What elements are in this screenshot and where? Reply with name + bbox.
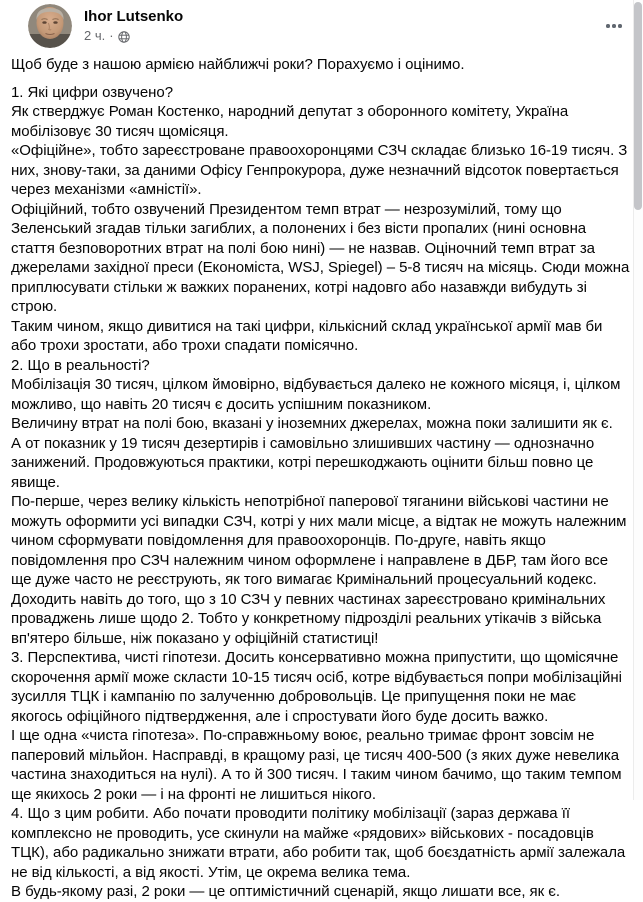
three-dots-icon	[606, 24, 610, 28]
post-paragraph: 4. Що з цим робити. Або почати проводити політику мобілізації (зараз держава її комплексно не проводить, усе скинули на майже «рядових» військових - посадовців ТЦК), або радикально знижати втрати, або робити так, щоб боєздатність армії залежала не від кількості, а від якості. Утім, це окрема велика тема.	[11, 805, 626, 881]
post-paragraph: Офіційний, тобто озвучений Президентом темп втрат — незрозумілий, тому що Зеленський згадав тільки загиблих, а полонених і без вісти пропалих (нині основна стаття безповоротних втрат на полі бою нині) — не назвав. Оціночний темп втрат за джерелами західної преси (Економіста, WSJ, Spiegel) – 5-8 тисяч на місяць. Сюди можна приплюсувати стільки ж важких поранених, котрі надовго або назавжди вибудуть зі строю.	[11, 200, 630, 315]
post-paragraph: І ще одна «чиста гіпотеза». По-справжньому воює, реально тримає фронт зовсім не паперовий мільйон. Насправді, в кращому разі, це тисяч 400-500 (з яких дуже невелика частина знаходиться на нулі). А то й 300 тисяч. І таким чином бачимо, що таким темпом ще якихось 2 роки — і на фронті не лишиться нікого.	[11, 727, 622, 803]
post-menu-button[interactable]	[600, 14, 628, 38]
post-paragraph: 1. Які цифри озвучено?	[11, 83, 173, 101]
post-paragraph: Як стверджує Роман Костенко, народний депутат з оборонного комітету, Україна мобілізовує 30 тисяч щомісяця.	[11, 103, 569, 140]
timestamp[interactable]: 2 ч.	[84, 28, 106, 43]
post-paragraph: По-перше, через велику кількість непотрібної паперової тяганини військові частини не можуть оформити усі випадки СЗЧ, котрі у них мали місце, а відтак не можуть належним чином сформувати повідомлення для правоохоронців. По-друге, навіть якщо повідомлення про СЗЧ належним чином оформлене і направлене в ДБР, там його все ще дуже часто не реєструють, як того вимагає Кримінальний процесуальний кодекс. Доходить навіть до того, що з 10 СЗЧ у певних частинах зареєстровано кримінальних проваджень лише щодо 2. Тобто у конкретному підрозділі реальних утікачів з війська вп'ятеро більше, ніж показано у офіційній статистиці!	[11, 493, 627, 647]
post-paragraph: «Офіційне», тобто зареєстроване правоохоронцями СЗЧ складає близько 16-19 тисяч. З них, знову-таки, за даними Офісу Генпрокурора, дуже незначний відсоток повертається через механізми «амністії».	[11, 142, 628, 198]
scrollbar-track[interactable]	[633, 0, 643, 800]
post-meta	[84, 27, 183, 44]
post-paragraph: А от показник у 19 тисяч дезертирів і самовільно злишивших частину — однозначно занижений. Продовжуються практики, котрі перешкоджають оцінити більш повно це явище.	[11, 434, 595, 491]
post-paragraph: Таким чином, якщо дивитися на такі цифри, кількісний склад української армії мав би або трохи зростати, або трохи спадати помісячно.	[11, 317, 603, 354]
post-paragraph: В будь-якому разі, 2 роки — це оптимістичний сценарій, якщо лишати все, як є.	[11, 883, 560, 900]
meta-separator: ·	[109, 28, 114, 43]
post-paragraph: 3. Перспектива, чисті гіпотези. Досить консервативно можна припустити, що щомісячне скорочення армії може скласти 10-15 тисяч осіб, котре відбувається попри мобілізаційні зусилля ТЦК і кампанію по залученню добровольців. Це припущення поки не має якогось офіційного підтвердження, але і спростувати його буде досить важко.	[11, 649, 622, 725]
post-body	[0, 55, 643, 902]
post-header	[0, 0, 643, 50]
scrollbar-thumb[interactable]	[634, 2, 642, 210]
post-paragraph: Величину втрат на полі бою, вказані у іноземних джерелах, можна поки залишити як є.	[11, 415, 613, 432]
post-paragraph: Мобілізація 30 тисяч, цілком ймовірно, відбувається далеко не кожного місяця, і, цілком можливо, що навіть 20 тисяч є досить успішним показником.	[11, 376, 621, 413]
globe-icon	[118, 30, 130, 42]
avatar-photo	[28, 4, 72, 48]
post-paragraph: 2. Що в реальності?	[11, 356, 150, 374]
avatar[interactable]	[28, 4, 72, 48]
header-texts	[84, 7, 183, 44]
author-name[interactable]: Ihor Lutsenko	[84, 8, 184, 25]
post-paragraph: Щоб буде з нашою армією найближчі роки? Порахуємо і оцінимо.	[11, 56, 465, 73]
